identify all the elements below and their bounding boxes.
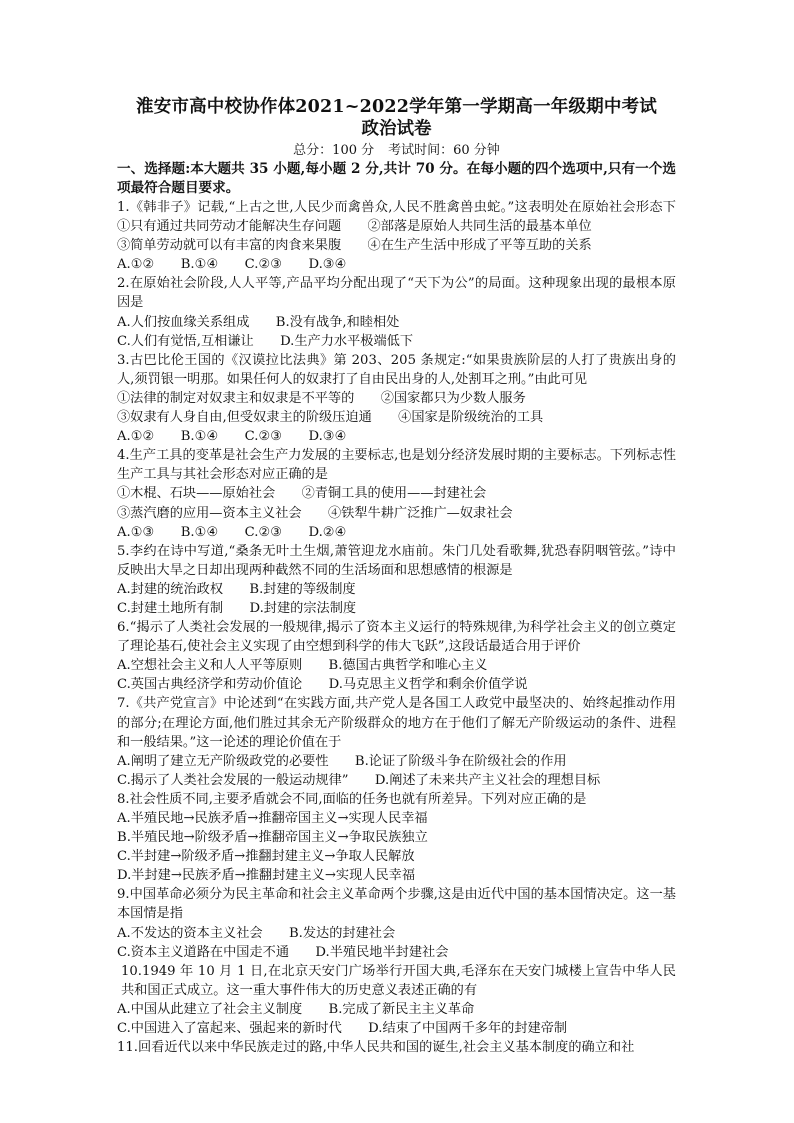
- answer-options: A.①② B.①④ C.②③ D.③④: [117, 257, 347, 273]
- question-5: [117, 542, 676, 618]
- question-stem: 3.古巴比伦王国的《汉谟拉比法典》第 203、205 条规定:“如果贵族阶层的人打了贵族出身的人,须罚银一明那。如果任何人的奴隶打了自由民出身的人,处割耳之刑。”由此可见: [117, 352, 676, 387]
- question-3: [117, 351, 676, 446]
- question-choices: ①法律的制定对奴隶主和奴隶是不平等的 ②国家都只为少数人服务: [117, 390, 526, 406]
- exam-title: 淮安市高中校协作体2021~2022学年第一学期高一年级期中考试: [136, 97, 657, 117]
- exam-meta: [117, 142, 676, 160]
- answer-option-b: B.半殖民地→阶级矛盾→推翻帝国主义→争取民族独立: [117, 830, 428, 846]
- question-7: [117, 694, 676, 789]
- answer-option-a: A.半殖民地→民族矛盾→推翻帝国主义→实现人民幸福: [117, 811, 428, 826]
- question-stem: 4.生产工具的变革是社会生产力发展的主要标志,也是划分经济发展时期的主要标志。下列标志性生产工具与其社会形态对应正确的是: [117, 448, 676, 483]
- total-score: 总分：100 分: [293, 143, 375, 158]
- answer-options: C.英国古典经济学和劳动价值论 D.马克思主义哲学和剩余价值学说: [117, 677, 528, 693]
- exam-subject: 政治试卷: [361, 119, 432, 139]
- answer-option-d: D.半封建→民族矛盾→推翻封建主义→实现人民幸福: [117, 868, 416, 884]
- question-stem: 6.“揭示了人类社会发展的一般规律,揭示了资本主义运行的特殊规律,为科学社会主义的创立奠定了理论基石,使社会主义实现了由空想到科学的伟大飞跃”,这段话最适合用于评价: [117, 620, 676, 655]
- question-choices: ③奴隶有人身自由,但受奴隶主的阶级压迫通 ④国家是阶级统治的工具: [117, 410, 544, 426]
- answer-options: C.资本主义道路在中国走不通 D.半殖民地半封建社会: [117, 944, 449, 960]
- answer-options: A.封建的统治政权 B.封建的等级制度: [117, 581, 356, 597]
- question-1: [117, 198, 676, 274]
- section-heading: 一、选择题:本大题共 35 小题,每小题 2 分,共计 70 分。在每小题的四个选项中,只有一个选项最符合题目要求。: [117, 161, 676, 196]
- question-11: [117, 1038, 676, 1057]
- question-stem: 9.中国革命必须分为民主革命和社会主义革命两个步骤,这是由近代中国的基本国情决定。这一基本国情是指: [117, 887, 676, 922]
- answer-options: A.①② B.①④ C.②③ D.③④: [117, 429, 347, 445]
- answer-options: A.①③ B.①④ C.②③ D.②④: [117, 524, 347, 540]
- question-2: [117, 274, 676, 350]
- answer-options: C.中国进入了富起来、强起来的新时代 D.结束了中国两千多年的封建帝制: [117, 1021, 568, 1037]
- question-4: [117, 446, 676, 541]
- question-6: [117, 618, 676, 694]
- question-8: [117, 790, 676, 885]
- question-stem: 11.回看近代以来中华民族走过的路,中华人民共和国的诞生,社会主义基本制度的确立和社: [117, 1040, 635, 1056]
- question-stem: 2.在原始社会阶段,人人平等,产品平均分配出现了“天下为公”的局面。这种现象出现的最根本原因是: [117, 276, 676, 311]
- question-choices: ①木棍、石块——原始社会 ②青铜工具的使用——封建社会: [117, 486, 487, 502]
- answer-option-c: C.半封建→阶级矛盾→推翻封建主义→争取人民解放: [117, 849, 415, 865]
- question-stem: 7.《共产党宣言》中论述到“在实践方面,共产党人是各国工人政党中最坚决的、始终起推动作用的部分;在理论方面,他们胜过其余无产阶级群众的地方在于他们了解无产阶级运动的条件、进程和一般结果。”这一论述的理论价值在于: [117, 696, 676, 750]
- question-10: [117, 962, 676, 1038]
- question-stem: 8.社会性质不同,主要矛盾就会不同,面临的任务也就有所差异。下列对应正确的是: [117, 791, 587, 807]
- question-stem: 5.李约在诗中写道,“桑条无叶土生烟,萧管迎龙水庙前。朱门几处看歌舞,犹恐春阴咽管弦。”诗中反映出大旱之日却出现两种截然不同的生活场面和思想感情的根源是: [117, 543, 676, 578]
- answer-options: C.人们有觉悟,互相谦让 D.生产力水平极端低下: [117, 333, 414, 349]
- answer-options: A.人们按血缘关系组成 B.没有战争,和睦相处: [117, 314, 400, 330]
- question-stem: 10.1949 年 10 月 1 日,在北京天安门广场举行开国大典,毛泽东在天安门城楼上宣告中华人民共和国正式成立。这一重大事件伟大的历史意义表述正确的有: [121, 963, 676, 998]
- answer-options: A.空想社会主义和人人平等原则 B.德国古典哲学和唯心主义: [117, 658, 488, 674]
- answer-options: A.阐明了建立无产阶级政党的必要性 B.论证了阶级斗争在阶级社会的作用: [117, 753, 567, 769]
- question-stem: 1.《韩非子》记载,“上古之世,人民少而禽兽众,人民不胜禽兽虫蛇。”这表明处在原始社会形态下①只有通过共同劳动才能解决生存问题 ②部落是原始人共同生活的最基本单位: [117, 200, 676, 235]
- exam-time: 考试时间：60 分钟: [388, 143, 500, 158]
- question-9: [117, 885, 676, 961]
- answer-options: C.揭示了人类社会发展的一般运动规律” D.阐述了未来共产主义社会的理想目标: [117, 772, 601, 788]
- answer-options: A.中国从此建立了社会主义制度 B.完成了新民主主义革命: [117, 1001, 475, 1017]
- question-choices: ③蒸汽磨的应用—资本主义社会 ④铁犁牛耕广泛推广—奴隶社会: [117, 505, 513, 521]
- answer-options: C.封建土地所有制 D.封建的宗法制度: [117, 600, 357, 616]
- question-choices: ③简单劳动就可以有丰富的肉食来果腹 ④在生产生活中形成了平等互助的关系: [117, 238, 592, 254]
- answer-options: A.不发达的资本主义社会 B.发达的封建社会: [117, 925, 396, 941]
